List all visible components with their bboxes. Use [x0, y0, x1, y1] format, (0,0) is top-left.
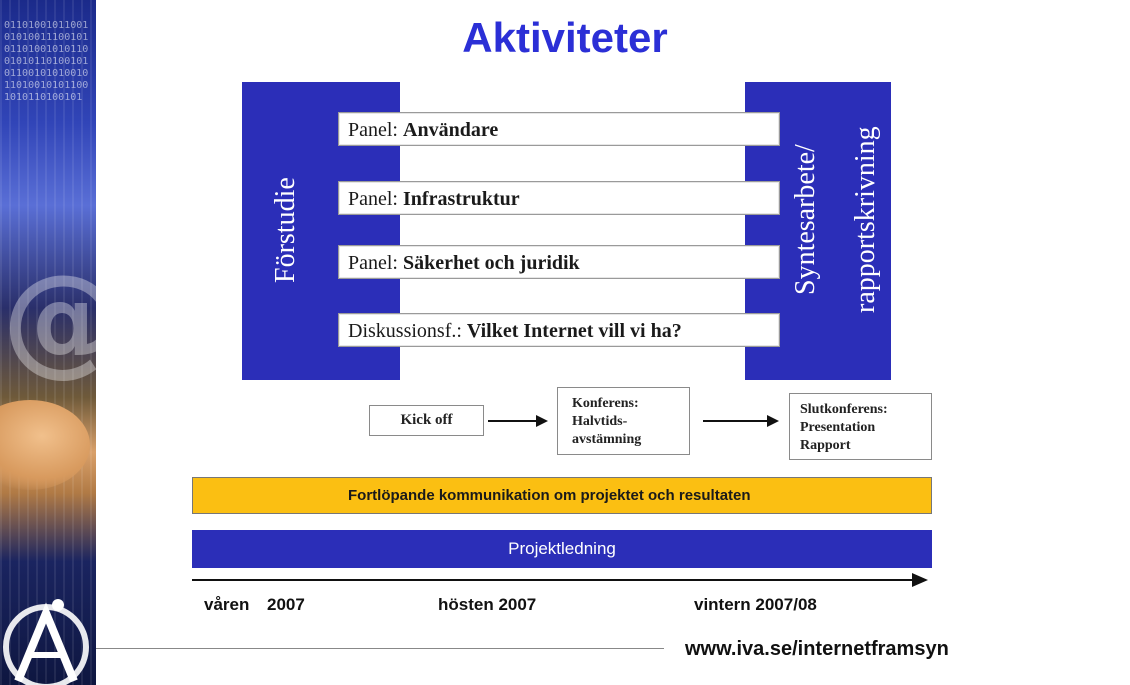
binary-digits-texture: 0110100101100101010011100101011010010101100101011010010101100101010010110100101011001010110100101 — [4, 20, 89, 103]
season-autumn: hösten 2007 — [438, 595, 537, 614]
panel-title: Användare — [403, 119, 499, 141]
final-conference-line: Rapport — [800, 438, 851, 453]
page-title: Aktiviteter — [462, 14, 668, 61]
final-conference-line: Presentation — [800, 420, 876, 435]
panel-prefix: Panel: — [348, 252, 403, 274]
finger-graphic — [0, 400, 90, 490]
at-sign-graphic: @ — [2, 250, 122, 389]
arrow-right-icon — [703, 412, 781, 430]
synthesis-label-line2: rapportskrivning — [850, 126, 881, 314]
conference-line: Halvtids- — [572, 414, 628, 429]
conference-line: Konferens: — [572, 396, 639, 411]
panel-diskussionsforum — [338, 313, 780, 347]
footer-divider — [96, 648, 664, 649]
project-management-bar: Projektledning — [192, 530, 932, 568]
arrow-right-icon — [488, 412, 550, 430]
iva-logo — [0, 585, 96, 685]
season-winter: vintern 2007/08 — [694, 595, 817, 614]
communication-bar: Fortlöpande kommunikation om projektet och resultaten — [192, 477, 932, 514]
season-spring-year: 2007 — [267, 595, 305, 614]
left-decorative-image — [0, 0, 122, 685]
final-conference-line: Slutkonferens: — [800, 402, 888, 417]
final-conference-box — [789, 393, 932, 460]
timeline-arrow — [192, 572, 932, 588]
halftime-conference-box — [557, 387, 690, 455]
panel-anvandare — [338, 112, 780, 146]
forstudie-label: Förstudie — [270, 177, 301, 283]
panel-infrastruktur — [338, 181, 780, 215]
footer-url: www.iva.se/internetframsyn — [685, 638, 949, 660]
synthesis-label-line1: Syntesarbete/ — [790, 144, 821, 296]
panel-sakerhet-juridik — [338, 245, 780, 279]
conference-line: avstämning — [572, 432, 642, 447]
panel-title: Infrastruktur — [403, 188, 520, 210]
panel-title: Vilket Internet vill vi ha? — [466, 320, 682, 342]
panel-prefix: Panel: — [348, 119, 403, 141]
panel-title: Säkerhet och juridik — [403, 252, 580, 274]
season-spring: våren — [204, 595, 250, 614]
panel-prefix: Panel: — [348, 188, 403, 210]
panel-prefix: Diskussionsf.: — [348, 320, 467, 342]
kickoff-box: Kick off — [369, 405, 484, 436]
